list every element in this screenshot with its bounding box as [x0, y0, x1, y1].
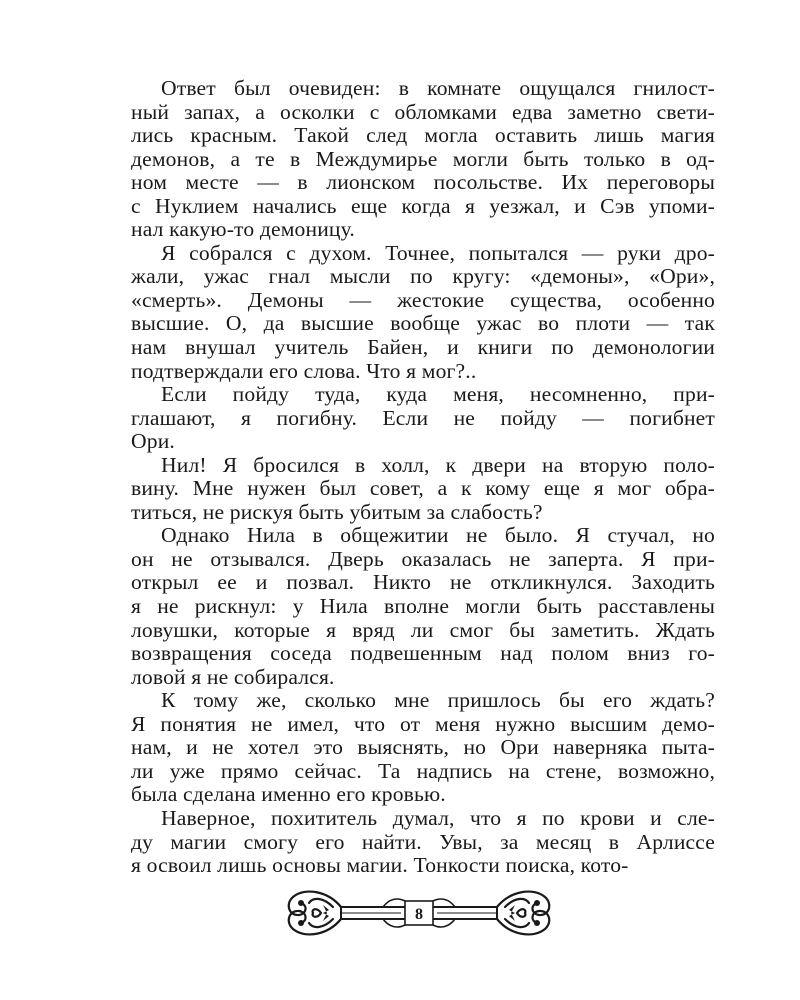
text-line: ный запах, а осколки с обломками едва заметно свети-	[131, 99, 715, 124]
text-line: с Нуклием начались еще когда я уезжал, и Сэв упоми-	[131, 193, 715, 218]
text-line: К тому же, сколько мне пришлось бы его ждать?	[161, 688, 715, 713]
text-line: демонов, а те в Междумирье могли быть только в од-	[131, 146, 715, 171]
text-line: ли уже прямо сейчас. Та надпись на стене, возможно,	[131, 758, 715, 783]
text-line: он не отзывался. Дверь оказалась не заперта. Я при-	[131, 546, 715, 571]
text-line: лись красным. Такой след могла оставить лишь магия	[131, 123, 715, 148]
text-line: нам, и не хотел это выяснять, но Ори наверняка пыта-	[131, 735, 715, 760]
text-line: подтверждали его слова. Что я мог?..	[131, 358, 477, 383]
text-line: я не рискнул: у Нила вполне могли быть расставлены	[131, 594, 715, 619]
text-line: Однако Нила в общежитии не было. Я стучал, но	[161, 523, 715, 548]
text-line: жали, ужас гнал мысли по кругу: «демоны», «Ори»,	[131, 264, 715, 289]
text-line: нам внушал учитель Байен, и книги по демонологии	[131, 335, 715, 360]
page-number: 8	[415, 906, 423, 923]
text-line: глашают, я погибну. Если не пойду — погибнет	[131, 405, 715, 430]
text-line: была сделана именно его кровью.	[131, 782, 446, 807]
text-line: открыл ее и позвал. Никто не откликнулся. Заходить	[131, 570, 715, 595]
text-line: вину. Мне нужен был совет, а к кому еще я мог обра-	[131, 476, 715, 501]
text-line: возвращения соседа подвешенным над полом вниз го-	[131, 641, 715, 666]
text-line: нал какую-то демоницу.	[131, 217, 355, 242]
text-line: титься, не рискуя быть убитым за слабость?	[131, 499, 543, 524]
body-text	[131, 77, 715, 878]
text-line: Я понятия не имел, что от меня нужно высшим демо-	[131, 711, 715, 736]
text-line: ном месте — в лионском посольстве. Их переговоры	[131, 170, 715, 195]
text-line: Наверное, похититель думал, что я по крови и сле-	[161, 805, 715, 830]
ornament-frame	[283, 883, 555, 943]
text-line: Если пойду туда, куда меня, несомненно, при-	[161, 382, 715, 407]
text-line: Нил! Я бросился в холл, к двери на вторую поло-	[161, 452, 715, 477]
text-line: Ори.	[131, 429, 175, 454]
text-line: «смерть». Демоны — жестокие существа, особенно	[131, 287, 715, 312]
page-footer-ornament	[283, 883, 555, 943]
text-line: высшие. О, да высшие вообще ужас во плоти — так	[131, 311, 715, 336]
text-line: ловушки, которые я вряд ли смог бы заметить. Ждать	[131, 617, 715, 642]
text-line: Ответ был очевиден: в комнате ощущался гнилост-	[161, 76, 715, 100]
text-line: Я собрался с духом. Точнее, попытался — руки дро-	[161, 240, 715, 265]
text-line: ловой я не собирался.	[131, 664, 335, 689]
text-line: я освоил лишь основы магии. Тонкости поиска, кото-	[131, 853, 629, 878]
text-line: ду магии смогу его найти. Увы, за месяц в Арлиссе	[131, 829, 715, 854]
